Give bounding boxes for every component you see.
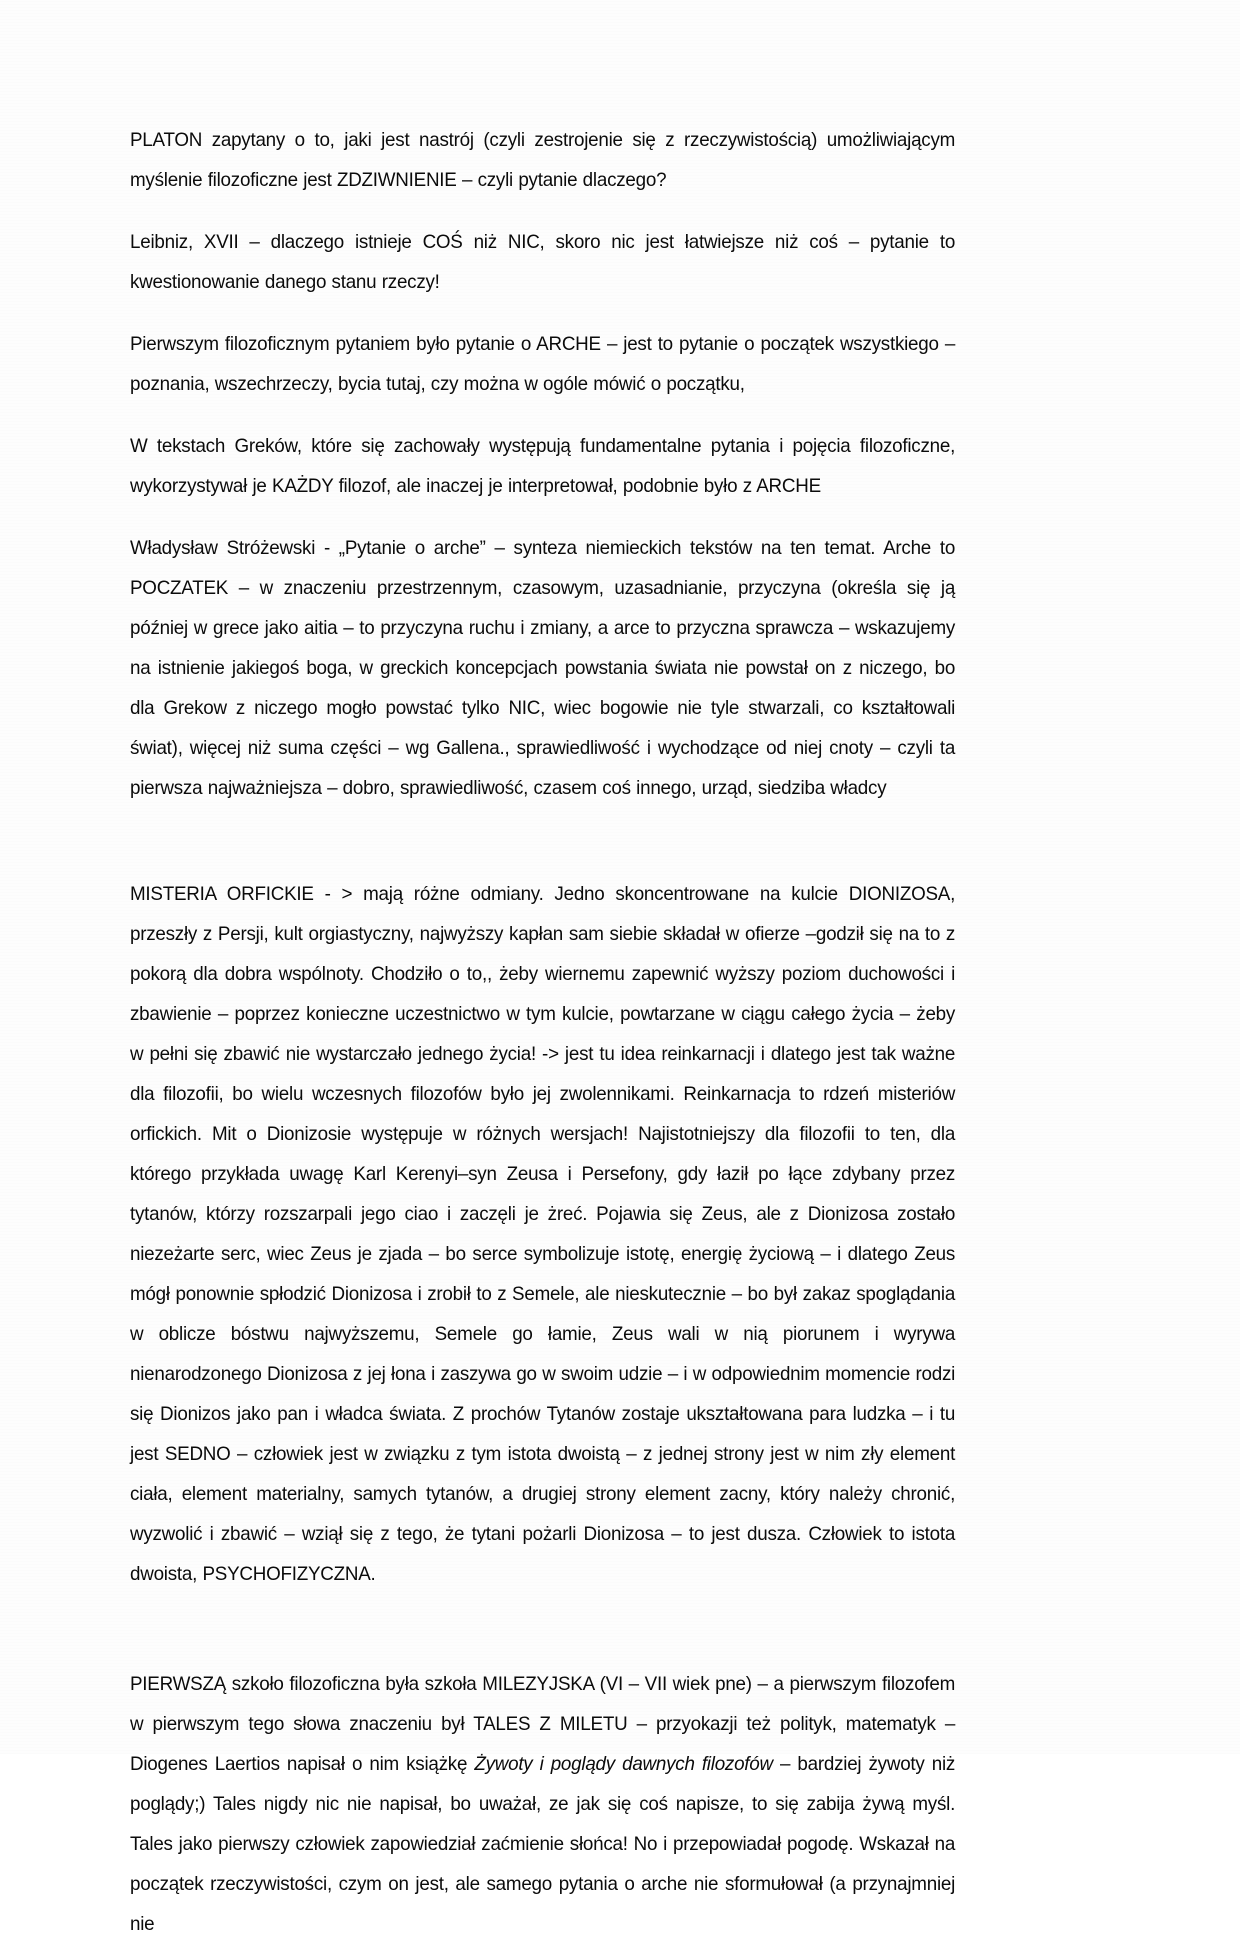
text-block-misteria-orfickie <box>130 874 985 1594</box>
block-separator-2 <box>130 1594 985 1664</box>
book-title-zywoty-i-poglady: Żywoty i poglądy dawnych filozofów <box>474 1753 773 1775</box>
paragraph-pierwsze-pytanie: Pierwszym filozoficznym pytaniem było pytanie o ARCHE – jest to pytanie o początek wszystkiego – poznania, wszechrzeczy, bycia tutaj, czy można w ogóle mówić o początku, <box>130 333 956 395</box>
paragraph-leibniz: Leibniz, XVII – dlaczego istnieje COŚ niż NIC, skoro nic jest łatwiejsze niż coś – pytanie to kwestionowanie danego stanu rzeczy! <box>130 231 956 293</box>
paragraph-szkola-milezyjska-part-1: PIERWSZĄ szkoło filozoficzna była szkoła MILEZYJSKA (VI – VII wiek pne) – a pierwszym filozofem w pierwszym tego słowa znaczeniu był TALES Z MILETU – przyokazji też polityk, matematyk – Diogenes Laertios napisał o nim książkę <box>130 1673 956 1775</box>
page-text-column <box>130 120 985 1944</box>
text-block-arche <box>130 120 985 808</box>
text-block-szkola-milezyjska <box>130 1664 985 1944</box>
paragraph-teksty-grekow: W tekstach Greków, które się zachowały występują fundamentalne pytania i pojęcia filozoficzne, wykorzystywał je KAŻDY filozof, ale inaczej je interpretował, podobnie było z ARCHE <box>130 435 956 497</box>
paragraph-platon: PLATON zapytany o to, jaki jest nastrój (czyli zestrojenie się z rzeczywistością) umożliwiającym myślenie filozoficzne jest ZDZIWNIENIE – czyli pytanie dlaczego? <box>130 129 956 191</box>
paragraph-szkola-milezyjska-part-2: – bardziej żywoty niż poglądy;) Tales nigdy nic nie napisał, bo uważał, ze jak się coś napisze, to się zabija żywą myśl. Tales jako pierwszy człowiek zapowiedział zaćmienie słońca! No i przepowiadał pogodę. Wskazał na początek rzeczywistości, czym on jest, ale samego pytania o arche nie sformułował (a przynajmniej nie <box>130 1753 956 1935</box>
paragraph-misteria-orfickie: MISTERIA ORFICKIE - > mają różne odmiany. Jedno skoncentrowane na kulcie DIONIZOSA, przeszły z Persji, kult orgiastyczny, najwyższy kapłan sam siebie składał w ofierze –godził się na to z pokorą dla dobra wspólnoty. Chodziło o to,, żeby wiernemu zapewnić wyższy poziom duchowości i zbawienie – poprzez konieczne uczestnictwo w tym kulcie, powtarzane w ciągu całego życia – żeby w pełni się zbawić nie wystarczało jednego życia! -> jest tu idea reinkarnacji i dlatego jest tak ważne dla filozofii, bo wielu wczesnych filozofów było jej zwolennikami. Reinkarnacja to rdzeń misteriów orfickich. Mit o Dionizosie występuje w różnych wersjach! Najistotniejszy dla filozofii to ten, dla którego przykłada uwagę Karl Kerenyi–syn Zeusa i Persefony, gdy łaził po łące zdybany przez tytanów, którzy rozszarpali jego ciao i zaczęli je żreć. Pojawia się Zeus, ale z Dionizosa zostało niezeżarte serc, wiec Zeus je zjada – bo serce symbolizuje istotę, energię życiową – i dlatego Zeus mógł ponownie spłodzić Dionizosa i zrobił to z Semele, ale nieskutecznie – bo był zakaz spoglądania w oblicze bóstwu najwyższemu, Semele go łamie, Zeus wali w nią piorunem i wyrywa nienarodzonego Dionizosa z jej łona i zaszywa go w swoim udzie – i w odpowiednim momencie rodzi się Dionizos jako pan i władca świata. Z prochów Tytanów zostaje ukształtowana para ludzka – i tu jest SEDNO – człowiek jest w związku z tym istota dwoistą – z jednej strony jest w nim zły element ciała, element materialny, samych tytanów, a drugiej strony element zacny, który należy chronić, wyzwolić i zbawić – wziął się z tego, że tytani pożarli Dionizosa – to jest dusza. Człowiek to istota dwoista, PSYCHOFIZYCZNA. <box>130 883 956 1585</box>
block-separator-1 <box>130 808 985 874</box>
paragraph-strozewski: Władysław Stróżewski - „Pytanie o arche” – synteza niemieckich tekstów na ten temat. Arche to POCZATEK – w znaczeniu przestrzennym, czasowym, uzasadnianie, przyczyna (określa się ją później w grece jako aitia – to przyczyna ruchu i zmiany, a arce to przyczna sprawcza – wskazujemy na istnienie jakiegoś boga, w greckich koncepcjach powstania świata nie powstał on z niczego, bo dla Grekow z niczego mogło powstać tylko NIC, wiec bogowie nie tyle stwarzali, co kształtowali świat), więcej niż suma części – wg Gallena., sprawiedliwość i wychodzące od niej cnoty – czyli ta pierwsza najważniejsza – dobro, sprawiedliwość, czasem coś innego, urząd, siedziba władcy <box>130 537 956 799</box>
paragraph-szkola-milezyjska <box>130 1664 955 1944</box>
